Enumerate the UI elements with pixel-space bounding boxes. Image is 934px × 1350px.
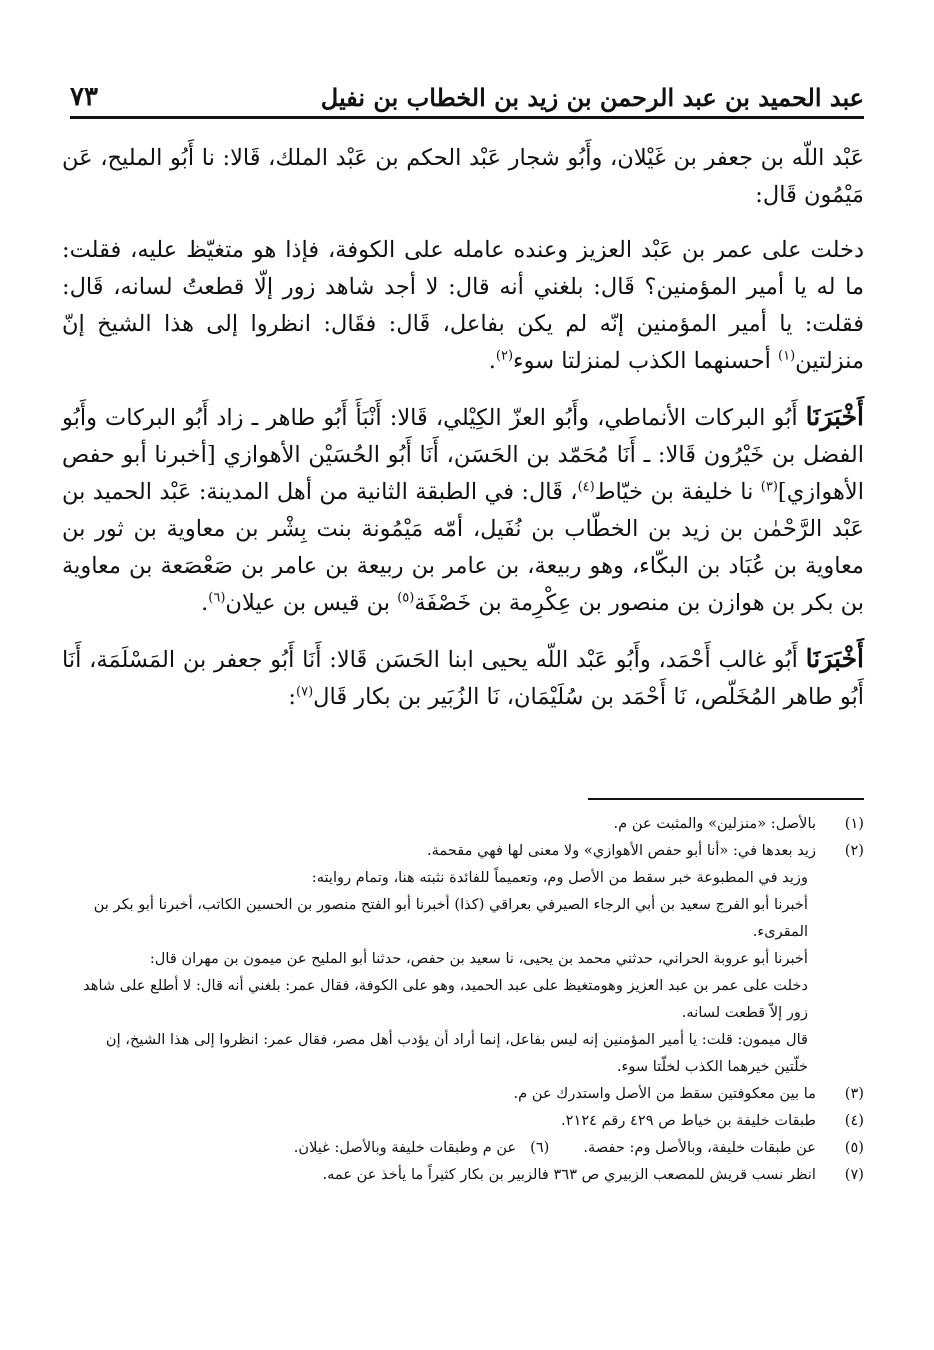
footnote-ref-6[interactable]: (٦): [208, 590, 226, 606]
paragraph-3-text-d: بن قيس بن عيلان: [225, 590, 398, 616]
footnote-6-number: (٦): [530, 1139, 550, 1156]
paragraph-3-text-b: نا خليفة بن خيّاط: [594, 479, 761, 505]
footnote-number: (٤): [844, 1112, 864, 1129]
page-header: [70, 68, 864, 119]
paragraph-1: [62, 140, 864, 214]
paragraph-4-lead: أَخْبَرَنَا: [805, 644, 864, 673]
footnote-ref-7[interactable]: (٧): [296, 684, 314, 700]
footnote-2-body: [70, 837, 816, 1080]
footnote-ref-2[interactable]: (٢): [495, 348, 514, 364]
footnote-1: [70, 810, 864, 837]
footnote-7: [70, 1161, 864, 1188]
footnote-2-line-2: وزيد في المطبوعة خبر سقط من الأصل وم، وتعميماً للفائدة نثبته هنا، وتمام روايته:: [311, 869, 808, 886]
footnote-2-line-1: زيد بعدها في: «أنا أبو حفص الأهوازي» ولا معنى لها فهي مقحمة.: [426, 842, 816, 859]
footnote-text: طبقات خليفة بن خياط ص ٤٢٩ رقم ٢١٢٤.: [561, 1112, 816, 1129]
footnote-number: (٧): [844, 1166, 864, 1183]
paragraph-2-text-b: أحسنهما الكذب لمنزلتا سوء: [513, 348, 779, 374]
paragraph-2-text-a: دخلت على عمر بن عَبْد العزيز وعنده عامله على الكوفة، فإذا هو متغيّظ عليه، فقلت: ما له يا أمير المؤمنين؟ قَال: بلغني أنه قال: لا أجد شاهد زور إلّا قطعتُ لسانه، قَال: فقلت: يا أمير المؤمنين إنّه لم يكن بفاعل، قَال: فقَال: انظروا إلى هذا الشيخ إنّ منزلتين: [62, 237, 864, 374]
page-number: ٧٣: [70, 82, 98, 112]
footnote-text: انظر نسب قريش للمصعب الزبيري ص ٣٦٣ فالزبير بن بكار كثيراً ما يأخذ عن عمه.: [322, 1166, 816, 1183]
footnote-5-6: [70, 1134, 864, 1161]
footnote-text: بالأصل: «منزلين» والمثبت عن م.: [613, 815, 816, 832]
footnote-2-line-3: أخبرنا أبو الفرج سعيد بن أبي الرجاء الصيرفي بعراقي (كذا) أخبرنا أبو الفتح منصور بن الحسين الكاتب، أخبرنا أبو بكر بن المقرىء.: [93, 896, 808, 940]
footnote-ref-3[interactable]: (٣): [760, 479, 778, 495]
footnote-5-6-body: [70, 1134, 816, 1161]
footnote-divider: [588, 798, 864, 800]
footnote-ref-4[interactable]: (٤): [577, 479, 595, 495]
footnote-3: [70, 1080, 864, 1107]
footnote-number: (٥): [844, 1139, 864, 1156]
footnote-2: [70, 837, 864, 1080]
paragraph-4: [62, 640, 864, 716]
footnote-ref-5[interactable]: (٥): [397, 590, 415, 606]
paragraph-3-end: .: [201, 590, 209, 616]
paragraph-3-lead: أَخْبَرَنَا: [805, 402, 864, 431]
footnote-text: ما بين معكوفتين سقط من الأصل واستدرك عن م.: [513, 1085, 816, 1102]
footnote-2-line-4: أخبرنا أبو عروبة الحراني، حدثني محمد بن يحيى، نا سعيد بن حفص، حدثنا أبو المليح عن ميمون بن مهران قال:: [149, 950, 808, 967]
paragraph-1-text: عَبْد اللّه بن جعفر بن غَيْلان، وأَبُو شجار عَبْد الحكم بن عَبْد الملك، قَالا: نا أَبُو المليح، عَن مَيْمُون قَال:: [62, 145, 864, 208]
paragraph-4-text-a: أَبُو غالب أَحْمَد، وأَبُو عَبْد اللّه يحيى ابنا الحَسَن قَالا: أَنَا أَبُو جعفر بن المَسْلَمَة، أَنَا أَبُو طاهر المُخَلّص، نَا أَحْمَد بن سُلَيْمَان، نَا الزُبَير بن بكار قَال: [62, 647, 864, 710]
main-text: [62, 140, 864, 734]
paragraph-2-end: .: [488, 348, 496, 374]
footnote-5-text: عن طبقات خليفة، وبالأصل وم: حفصة.: [583, 1139, 816, 1156]
footnote-number: (٣): [844, 1085, 864, 1102]
footnote-2-line-5: دخلت على عمر بن عبد العزيز وهومتغيظ على عبد الحميد، وهو على الكوفة، فقال عمر: بلغني أنه قال: لا أطلع على شاهد زور إلاّ قطعت لسانه.: [83, 977, 808, 1021]
paragraph-3-text-c: ، قَال: في الطبقة الثانية من أهل المدينة: عَبْد الحميد بن عَبْد الرَّحْمٰن بن زيد بن الخطّاب بن نُفَيل، أمّه مَيْمُونة بنت بِشْر بن معاوية بن ثور بن معاوية بن عُبَاد بن البكّاء، وهو ربيعة، بن عامر بن ربيعة بن عامر بن صَعْصَعة بن معاوية بن بكر بن هوازن بن منصور بن عِكْرِمة بن خَصْفَة: [62, 479, 864, 616]
paragraph-3: [62, 398, 864, 622]
footnote-ref-1[interactable]: (١): [778, 348, 796, 364]
footnote-number: (١): [844, 815, 864, 832]
footnote-4: [70, 1107, 864, 1134]
paragraph-4-end: :: [288, 684, 296, 710]
paragraph-3-text-a: أَبُو البركات الأنماطي، وأَبُو العزّ الكِيْلي، قَالا: أَنْبَأَ أَبُو طاهر ـ زاد أَبُو البركات وأَبُو الفضل بن خَيْرُون قَالا: ـ أَنَا مُحَمّد بن الحَسَن، أَنَا أَبُو الحُسَيْن الأهوازي [أخبرنا أبو حفص الأهوازي]: [62, 405, 864, 505]
footnote-6-text: عن م وطبقات خليفة وبالأصل: غيلان.: [293, 1139, 517, 1156]
footnote-number: (٢): [844, 842, 864, 859]
paragraph-2: [62, 232, 864, 380]
running-title: عبد الحميد بن عبد الرحمن بن زيد بن الخطاب بن نفيل: [320, 83, 864, 112]
footnote-2-line-6: قال ميمون: قلت: يا أمير المؤمنين إنه ليس بفاعل، إنما أراد أن يؤدب أهل مصر، فقال عمر: انظروا إلى هذا الشيخ، إن خلّتين خيرهما الكذب لخلّتا سوء.: [105, 1031, 808, 1075]
footnotes: [70, 798, 864, 1188]
